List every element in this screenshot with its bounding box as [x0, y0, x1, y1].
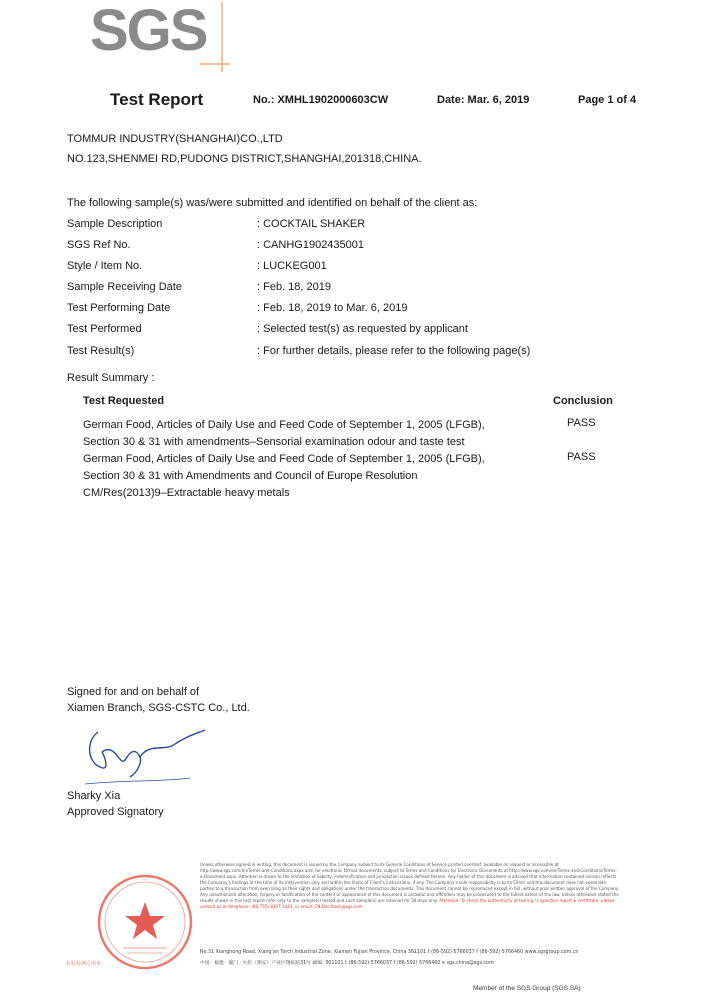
detail-label: Sample Receiving Date [67, 281, 182, 293]
result-row-text [83, 451, 543, 502]
result-row-text [83, 417, 543, 451]
detail-value: : For further details, please refer to the following page(s) [257, 345, 531, 357]
result-line: German Food, Articles of Daily Use and Feed Code of September 1, 2005 (LFGB), [83, 453, 485, 465]
detail-label: Test Result(s) [67, 345, 135, 357]
signoff-line1: Signed for and on behalf of [67, 686, 200, 698]
report-number: No.: XMHL1902000603CW [253, 94, 389, 106]
result-line: Section 30 & 31 with Amendments and Council of Europe Resolution [83, 470, 418, 482]
detail-label: Test Performed [67, 323, 142, 335]
legal-text: Unless otherwise agreed in writing, this document is issued by the Company subject to its General Conditions of Service printed overleaf, available on request or accessible at http://www.sgs.com/en/Terms-and-Conditions.aspx and, for electronic format documents, subject to Terms and Conditions for Electronic Documents at http://www.sgs.com/en/Terms-and-Conditions/Terms-e-Document.aspx. Attention is drawn to the limitation of liability, indemnification and jurisdiction issues defined therein. Any holder of this document is advised that information contained hereon reflects the Company's findings at the time of its intervention only and within the limits of Client's instructions, if any. The Company's sole responsibility is to its Client and this document does not exonerate parties to a transaction from exercising all their rights and obligations under the transaction documents. This document cannot be reproduced except in full, without prior written approval of the Company. Any unauthorized alteration, forgery or falsification of the content or appearance of this document is unlawful and offenders may be prosecuted to the fullest extent of the law. Unless otherwise stated the results shown in this test report refer only to the sample(s) tested and such sample(s) are retained for 30 days only. [200, 862, 619, 903]
authenticity-notice: Attention: To check the authenticity of testing / inspection report & certificate, please contact us at telephone: (86-755) 8307 1443, or email: CN.Doccheck@sgs.com [200, 898, 615, 909]
page-indicator: Page 1 of 4 [578, 94, 637, 106]
signoff-line2: Xiamen Branch, SGS-CSTC Co., Ltd. [67, 702, 250, 714]
results-header-test: Test Requested [83, 395, 165, 407]
stamp-caption [66, 960, 196, 967]
results-header-conclusion: Conclusion [553, 395, 613, 407]
logo-lines-icon [200, 2, 230, 72]
result-conclusion: PASS [567, 451, 596, 463]
signatory-title: Approved Signatory [67, 806, 164, 818]
result-line: German Food, Articles of Daily Use and Feed Code of September 1, 2005 (LFGB), [83, 419, 485, 431]
client-address: NO.123,SHENMEI RD,PUDONG DISTRICT,SHANGHAI,201318,CHINA. [67, 153, 422, 165]
official-stamp [95, 872, 195, 972]
detail-label: Style / Item No. [67, 260, 143, 272]
signatory-block [67, 788, 164, 820]
signature-image [80, 722, 210, 792]
detail-value: : Selected test(s) as requested by applicant [257, 323, 468, 335]
result-line: CM/Res(2013)9–Extractable heavy metals [83, 487, 290, 499]
report-date: Date: Mar. 6, 2019 [437, 94, 530, 106]
detail-value: : CANHG1902435001 [257, 239, 365, 251]
detail-value: : COCKTAIL SHAKER [257, 218, 366, 230]
footer-address-en: No.31 Xianghong Road, Xiang'an Torch Industrial Zone, Xiamen Fujian Province, China 361101 t (86-592) 5766037 f (86-592) 5766460 www.sgsgroup.com.cn [200, 950, 579, 955]
detail-label: SGS Ref No. [67, 239, 131, 251]
footer-address-cn: 中国 · 福建 · 厦门 · 火炬（翔安）产业区翔虹路31号 邮编: 361101 t (86-592) 5766037 f (86-592) 5766460 e sgs.china@sgs.com [200, 961, 494, 966]
detail-value: : Feb. 18, 2019 to Mar. 6, 2019 [257, 302, 408, 314]
sgs-logo-text: SGS [90, 0, 207, 63]
report-title: Test Report [110, 90, 204, 109]
sgs-member-note: Member of the SGS Group (SGS SA) [473, 985, 581, 992]
detail-value: : Feb. 18, 2019 [257, 281, 331, 293]
detail-label: Sample Description [67, 218, 163, 230]
intro-text: The following sample(s) was/were submitted and identified on behalf of the client as: [67, 197, 478, 209]
detail-label: Test Performing Date [67, 302, 171, 314]
signatory-name: Sharky Xia [67, 790, 121, 802]
result-line: Section 30 & 31 with amendments–Sensorial examination odour and taste test [83, 436, 465, 448]
client-name: TOMMUR INDUSTRY(SHANGHAI)CO.,LTD [67, 133, 283, 145]
signoff-block [67, 684, 250, 716]
legal-disclaimer [200, 862, 620, 934]
stamp-text: 检验检测专用章 [66, 961, 102, 967]
result-summary-label: Result Summary : [67, 372, 155, 384]
result-conclusion: PASS [567, 417, 596, 429]
detail-value: : LUCKEG001 [257, 260, 327, 272]
